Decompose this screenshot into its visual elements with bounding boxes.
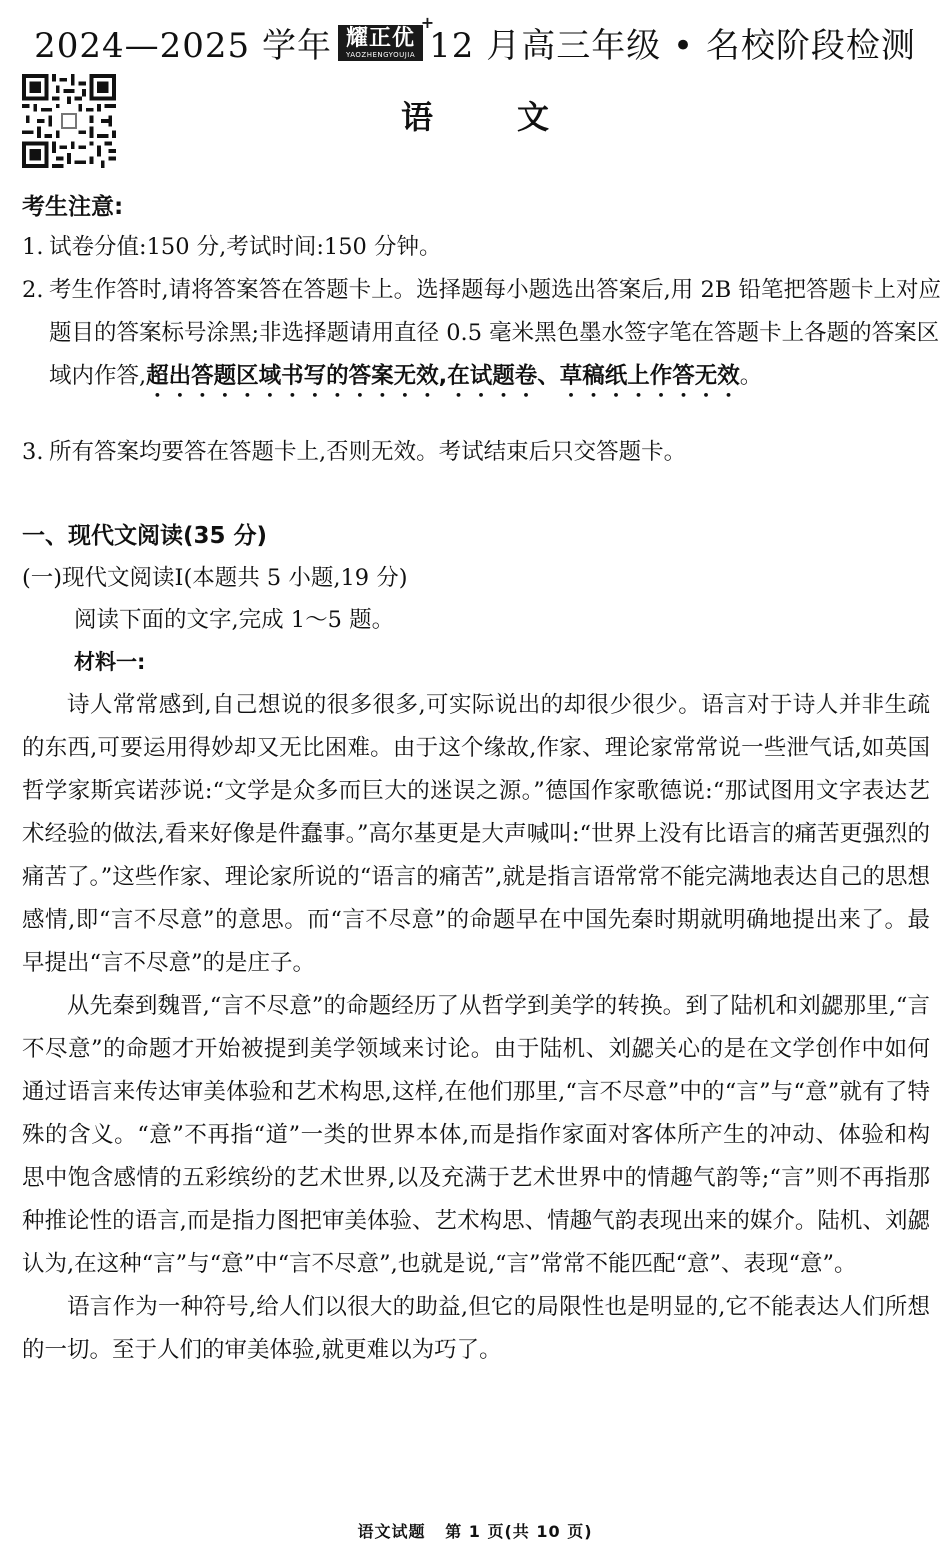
notice-emphasis: 超出答题区域书写的答案无效,在试题卷、草稿纸上作答无效 xyxy=(146,363,740,389)
notice-title: 考生注意: xyxy=(22,194,124,220)
notice-num: 3. xyxy=(22,439,44,465)
notice-num: 2. xyxy=(22,277,44,303)
notice-text: 所有答案均要答在答题卡上,否则无效。考试结束后只交答题卡。 xyxy=(49,439,687,465)
notice-item-2 xyxy=(22,269,950,402)
notice-tail: 。 xyxy=(739,363,763,389)
section-title: 一、现代文阅读(35 分) xyxy=(22,523,268,549)
article-paragraph: 诗人常常感到,自己想说的很多很多,可实际说出的却很少很少。语言对于诗人并非生疏的东西,可要运用得妙却又无比困难。由于这个缘故,作家、理论家常常说一些泄气话,如英国哲学家斯宾诺莎说:“文学是众多而巨大的迷误之源。”德国作家歌德说:“那试图用文字表达艺术经验的做法,看来好像是件蠢事。”高尔基更是大声喊叫:“世界上没有比语言的痛苦更强烈的痛苦了。”这些作家、理论家所说的“语言的痛苦”,就是指言语常常不能完满地表达自己的思想感情,即“言不尽意”的意思。而“言不尽意”的命题早在中国先秦时期就明确地提出来了。最早提出“言不尽意”的是庄子。 xyxy=(22,692,930,976)
footer-paper-name: 语文试题 xyxy=(357,1522,426,1541)
material-label: 材料一: xyxy=(74,650,146,674)
article-body xyxy=(22,684,930,1372)
article-paragraph: 语言作为一种符号,给人们以很大的助益,但它的局限性也是明显的,它不能表达人们所想的一切。至于人们的审美体验,就更难以为巧了。 xyxy=(22,1294,930,1363)
brand-logo xyxy=(338,12,436,61)
article-paragraph: 从先秦到魏晋,“言不尽意”的命题经历了从哲学到美学的转换。到了陆机和刘勰那里,“言不尽意”的命题才开始被提到美学领域来讨论。由于陆机、刘勰关心的是在文学创作中如何通过语言来传达审美体验和艺术构思,这样,在他们那里,“言不尽意”中的“言”与“意”就有了特殊的含义。“意”不再指“道”一类的世界本体,而是指作家面对客体所产生的冲动、体验和构思中饱含感情的五彩缤纷的艺术世界,以及充满于艺术世界中的情趣气韵等;“言”则不再指那种推论性的语言,而是指力图把审美体验、艺术构思、情趣气韵表现出来的媒介。陆机、刘勰认为,在这种“言”与“意”中“言不尽意”,也就是说,“言”常常不能匹配“意”、表现“意”。 xyxy=(22,993,930,1277)
notice-item-1 xyxy=(22,226,930,269)
footer-page-label: 第 1 页(共 10 页) xyxy=(445,1522,593,1541)
reading-instruction: 阅读下面的文字,完成 1～5 题。 xyxy=(74,607,395,633)
page-footer xyxy=(0,1519,950,1542)
subject-title: 语文 xyxy=(400,98,633,136)
exam-title: 12 月高三年级 • 名校阶段检测 xyxy=(429,26,916,66)
notice-text: 考生作答时,请将答案答在答题卡上。选择题每小题选出答案后,用 2B 铅笔把答题卡上对应题目的答案标号涂黑;非选择题请用直径 0.5 毫米黑色墨水签字笔在答题卡上各题的答案区域内作答, xyxy=(49,277,941,389)
logo-text: 耀正优 xyxy=(346,25,416,51)
section-subtitle: (一)现代文阅读Ⅰ(本题共 5 小题,19 分) xyxy=(22,565,408,591)
notice-item-3 xyxy=(22,431,930,474)
logo-subtext: YAOZHENGYOUJIA xyxy=(345,50,416,59)
year-range: 2024—2025 学年 xyxy=(34,26,332,66)
notice-text: 试卷分值:150 分,考试时间:150 分钟。 xyxy=(49,234,442,260)
exam-header xyxy=(22,12,928,67)
logo-plus-icon: + xyxy=(420,12,436,32)
notice-num: 1. xyxy=(22,234,44,260)
